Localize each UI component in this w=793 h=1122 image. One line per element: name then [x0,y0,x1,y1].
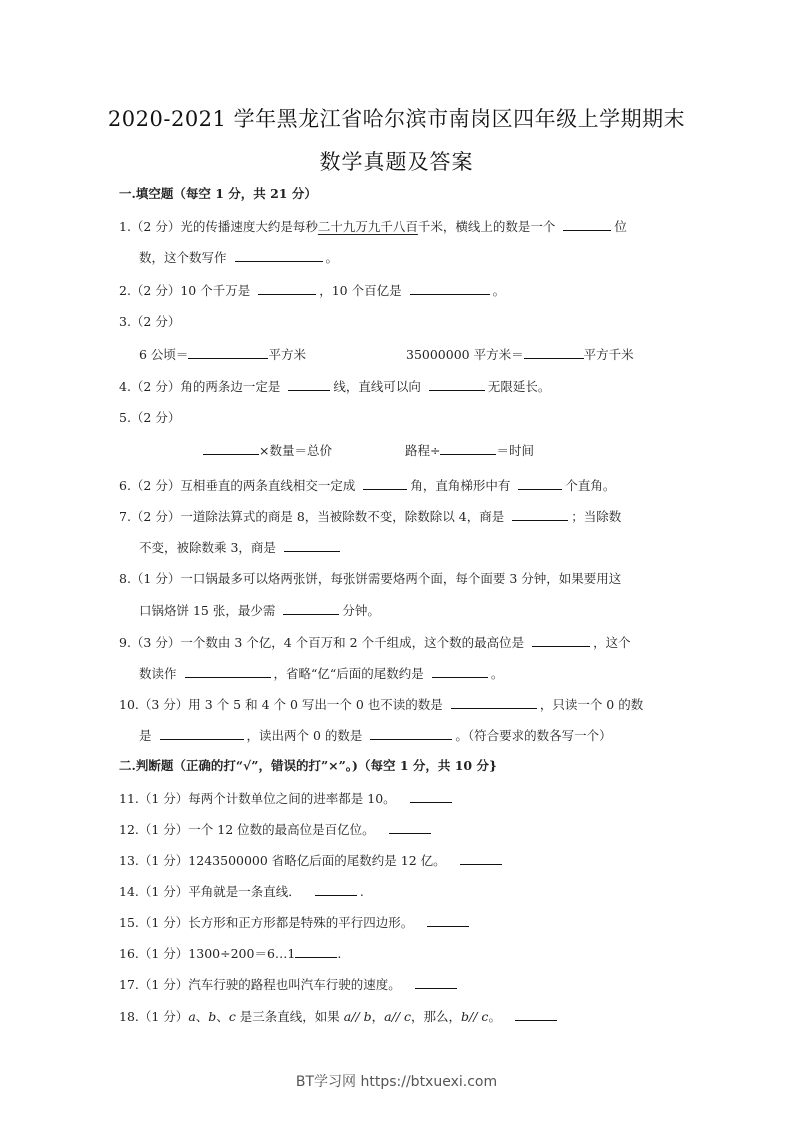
answer-blank[interactable] [389,820,431,834]
answer-blank[interactable] [427,913,469,927]
question-11: 11.（1 分）每两个计数单位之间的进率都是 10。 [119,789,455,808]
answer-blank[interactable] [518,476,562,490]
answer-blank[interactable] [363,476,407,490]
answer-blank[interactable] [512,507,568,521]
answer-blank[interactable] [258,281,316,295]
question-10-cont: 是 ，读出两个 0 的数是 。（符合要求的数各写一个） [139,728,612,743]
footer-watermark: BT学习网 https://btxuexi.com [295,1074,498,1090]
question-5-right: 路程÷ ＝时间 [405,443,534,458]
document-subtitle: 数学真题及答案 [319,150,474,174]
question-16: 16.（1 分）1300÷200＝6…1 . [119,946,342,961]
document-title: 2020-2021 学年黑龙江省哈尔滨市南岗区四年级上学期期末 [107,107,686,131]
answer-blank[interactable] [370,726,452,740]
question-10: 10.（3 分）用 3 个 5 和 4 个 0 写出一个 0 也不读的数是 ，只读一个 0 的数 [119,697,644,712]
answer-blank[interactable] [440,441,496,455]
question-1: 1.（2 分）光的传播速度大约是每秒二十九万九千八百千米，横线上的数是一个 位 [119,219,627,234]
section-heading-true-false: 二.判断题（正确的打“√”，错误的打”×”。)（每空 1 分，共 10 分} [119,758,498,773]
answer-blank[interactable] [203,441,259,455]
question-5: 5.（2 分） [119,410,181,425]
question-3-right: 35000000 平方米＝ 平方千米 [406,347,634,362]
question-13: 13.（1 分）1243500000 省略亿后面的尾数约是 12 亿。 [119,851,505,870]
answer-blank[interactable] [315,882,357,896]
answer-blank[interactable] [235,248,323,262]
answer-blank[interactable] [429,377,485,391]
question-1-cont: 数，这个数写作 。 [139,250,339,265]
question-14: 14.（1 分）平角就是一条直线． . [119,884,364,899]
section-heading-fill-in: 一.填空题（每空 1 分，共 21 分） [119,186,317,201]
question-8: 8.（1 分）一口锅最多可以烙两张饼，每张饼需要烙两个面，每个面要 3 分钟，如果要用这 [119,571,622,586]
question-9-cont: 数读作 ，省略“亿“后面的尾数约是 。 [139,666,504,681]
answer-blank[interactable] [283,601,339,615]
question-3: 3.（2 分） [119,314,181,329]
answer-blank[interactable] [524,345,584,359]
question-5-left: ×数量＝总价 [203,441,332,460]
answer-blank[interactable] [451,695,537,709]
question-6: 6.（2 分）互相垂直的两条直线相交一定成 角，直角梯形中有 个直角。 [119,478,616,493]
question-17: 17.（1 分）汽车行驶的路程也叫汽车行驶的速度。 [119,975,460,994]
answer-blank[interactable] [295,944,337,958]
answer-blank[interactable] [515,1007,557,1021]
answer-blank[interactable] [563,217,611,231]
answer-blank[interactable] [284,538,340,552]
answer-blank[interactable] [532,633,590,647]
answer-blank[interactable] [188,345,268,359]
question-2: 2.（2 分）10 个千万是 ，10 个百亿是 。 [119,283,506,298]
question-7: 7.（2 分）一道除法算式的商是 8，当被除数不变，除数除以 4，商是 ；当除数 [119,509,622,524]
question-12: 12.（1 分）一个 12 位数的最高位是百亿位。 [119,820,434,839]
answer-blank[interactable] [410,789,452,803]
answer-blank[interactable] [432,664,488,678]
answer-blank[interactable] [185,664,271,678]
question-18: 18.（1 分）a、b、c 是三条直线，如果 a// b，a// c，那么，b// c。 [119,1007,560,1026]
answer-blank[interactable] [160,726,244,740]
underlined-number: 二十九万九千八百 [317,219,418,234]
answer-blank[interactable] [460,851,502,865]
question-4: 4.（2 分）角的两条边一定是 线，直线可以向 无限延长。 [119,379,551,394]
question-8-cont: 口锅烙饼 15 张，最少需 分钟。 [139,603,380,618]
answer-blank[interactable] [415,975,457,989]
question-9: 9.（3 分）一个数由 3 个亿，4 个百万和 2 个千组成，这个数的最高位是 ，这个 [119,635,631,650]
question-15: 15.（1 分）长方形和正方形都是特殊的平行四边形。 [119,913,472,932]
answer-blank[interactable] [410,281,490,295]
answer-blank[interactable] [288,377,330,391]
question-3-left: 6 公顷＝ 平方米 [139,347,306,362]
question-7-cont: 不变，被除数乘 3，商是 [139,538,343,557]
